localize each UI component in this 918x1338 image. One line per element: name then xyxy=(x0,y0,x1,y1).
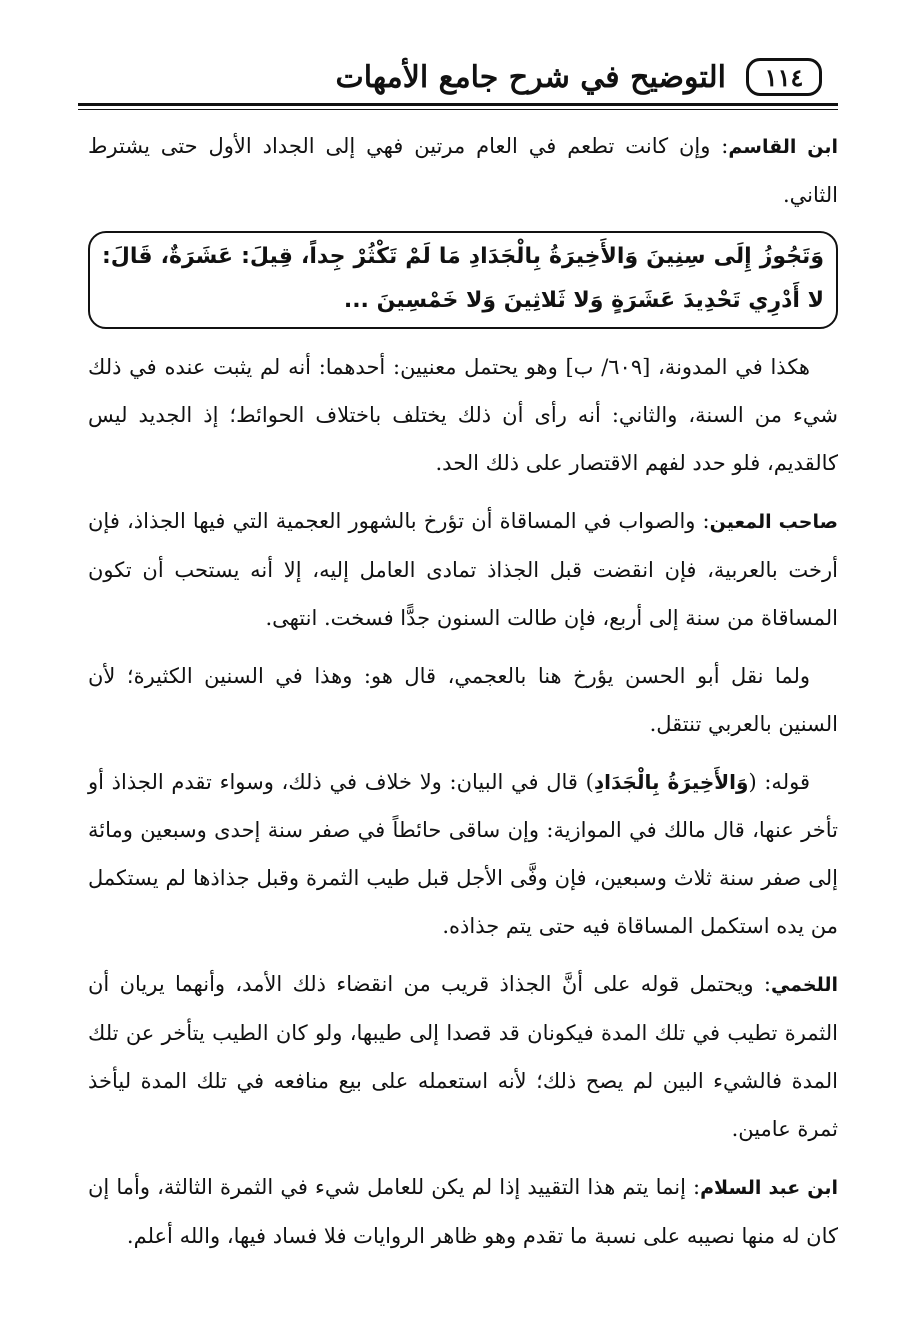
speaker-label: ابن القاسم xyxy=(728,136,838,158)
paragraph-sahib-al-muin xyxy=(88,497,838,642)
matn-text: وَتَجُوزُ إِلَى سِنِينَ وَالأَخِيرَةُ بِالْجَدَادِ مَا لَمْ تَكْثُرْ جِداً، قِيلَ: عَشَرَةٌ، قَالَ: لا أَدْرِي تَحْدِيدَ عَشَرَةٍ وَلا ثَلاثِينَ وَلا خَمْسِينَ ... xyxy=(102,244,824,313)
paragraph-text: : ويحتمل قوله على أنَّ الجذاذ قريب من انقضاء ذلك الأمد، وأنهما يريان أن الثمرة تطيب في تلك المدة فيكونان قد قصدا إلى طيبها، ولو كان الطيب يتأخر عن تلك المدة فالشيء البين لم يصح ذلك؛ لأنه استعمله على بيع منافعه في تلك المدة ليأخذ ثمرة عامين. xyxy=(88,972,838,1141)
paragraph-text: ولما نقل أبو الحسن يؤرخ هنا بالعجمي، قال هو: وهذا في السنين الكثيرة؛ لأن السنين بالعربي تنتقل. xyxy=(88,664,838,736)
speaker-label: صاحب المعين xyxy=(709,511,838,533)
matn-box xyxy=(88,231,838,329)
paragraph-text: : إنما يتم هذا التقييد إذا لم يكن للعامل شيء في الثمرة الثالثة، وأما إن كان له منها نصيبه على نسبة ما تقدم وهو ظاهر الروايات فلا فساد فيها، والله أعلم. xyxy=(88,1175,838,1248)
page-number-box xyxy=(746,58,822,96)
paragraph-text: هكذا في المدونة، [٦٠٩/ ب] وهو يحتمل معنيين: أحدهما: أنه لم يثبت عنده في ذلك شيء من السنة، والثاني: أنه رأى أن ذلك يختلف باختلاف الحوائط؛ إذ الجديد ليس كالقديم، فلو حدد لفهم الاقتصار على ذلك الحد. xyxy=(88,355,838,475)
paragraph-ibn-abd-al-salam xyxy=(88,1163,838,1260)
page-body xyxy=(88,122,838,1270)
header-rule xyxy=(78,103,838,106)
speaker-label: اللخمي xyxy=(770,974,838,996)
speaker-label: ابن عبد السلام xyxy=(700,1177,838,1199)
header-rule-thin xyxy=(78,109,838,110)
page-number: ١١٤ xyxy=(764,62,804,92)
paragraph-abu-al-hasan xyxy=(88,652,838,748)
paragraph-lakhmi xyxy=(88,960,838,1153)
paragraph-qawluhu xyxy=(88,758,838,950)
page-header xyxy=(78,52,838,100)
paragraph-mudawwana xyxy=(88,343,838,487)
paragraph-text: : وإن كانت تطعم في العام مرتين فهي إلى الجداد الأول حتى يشترط الثاني. xyxy=(88,134,838,207)
paragraph-lead: قوله: ( xyxy=(748,770,810,794)
book-title: التوضيح في شرح جامع الأمهات xyxy=(335,60,726,95)
paragraph-text: : والصواب في المساقاة أن تؤرخ بالشهور العجمية التي فيها الجذاذ، فإن أرخت بالعربية، فإن انقضت قبل الجذاذ تمادى العامل إليه، إلا أنه يستحب أن تكون المساقاة من سنة إلى أربع، فإن طالت السنون جدًّا فسخت. انتهى. xyxy=(88,509,838,630)
quoted-matn: وَالأَخِيرَةُ بِالْجَدَادِ xyxy=(593,770,749,794)
paragraph-text: ) قال في البيان: ولا خلاف في ذلك، وسواء تقدم الجذاذ أو تأخر عنها، قال مالك في الموازية: وإن ساقى حائطاً في صفر سنة إحدى وسبعين ومائة إلى صفر سنة ثلاث وسبعين، فإن وفَّى الأجل قبل طيب الثمرة وقبل جذاذها لم يستكمل من يده استكمل المساقاة فيه حتى يتم جذاذه. xyxy=(88,770,838,938)
paragraph-ibn-al-qasim xyxy=(88,122,838,219)
